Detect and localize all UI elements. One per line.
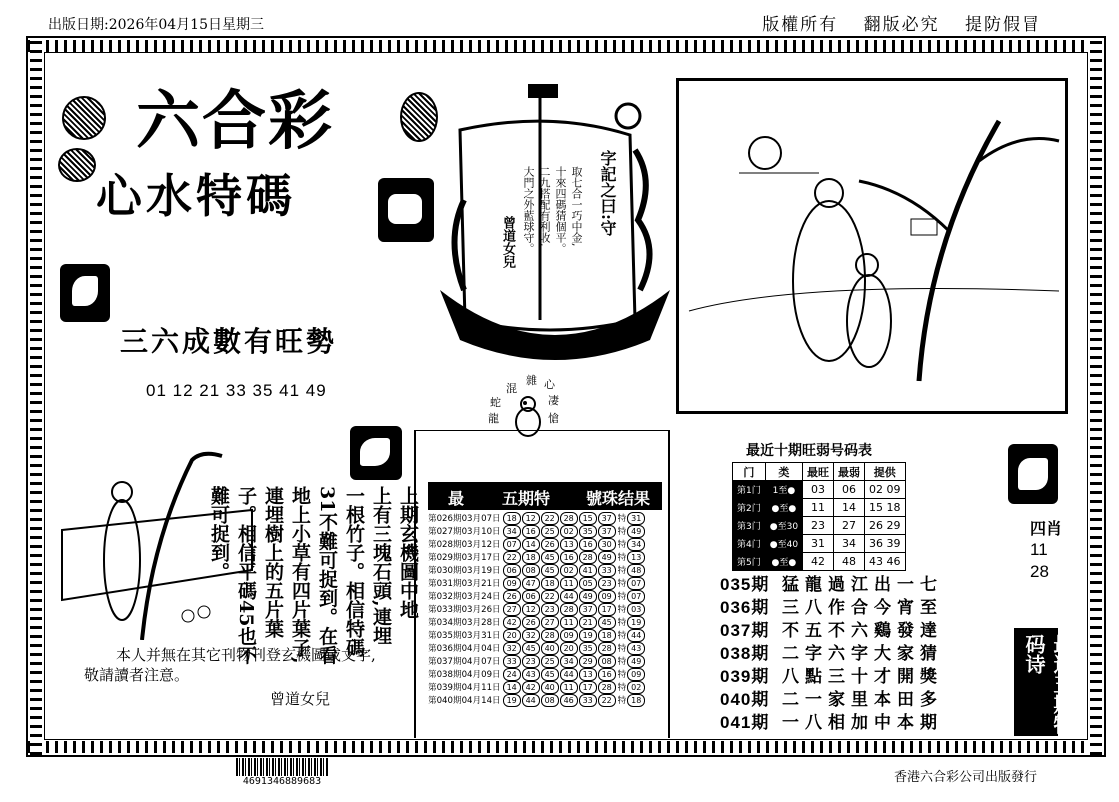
number-ball: 40	[541, 681, 559, 694]
notice-line-2: 敬請讀者注意。	[84, 666, 190, 684]
rights-item-1: 版權所有	[762, 15, 839, 35]
range-cell: ●至30	[765, 517, 802, 535]
gate-cell: 第1门	[733, 481, 766, 499]
number-ball: 22	[503, 551, 521, 564]
special-number-ball: 34	[627, 538, 645, 551]
dog-char: 雜	[526, 374, 537, 387]
number-ball: 29	[579, 655, 597, 668]
period-hint-row	[720, 639, 943, 664]
notice-line-1: 本人并無在其它刊物刊登玄機圖或文字,	[116, 646, 376, 664]
give-cell: 43 46	[865, 553, 906, 571]
number-ball: 37	[579, 603, 597, 616]
hot-cell: 42	[803, 553, 834, 571]
number-ball: 23	[522, 655, 540, 668]
hot-cold-row	[733, 481, 906, 499]
border-ornament-top	[28, 40, 1104, 52]
special-number-ball: 07	[627, 590, 645, 603]
period-hint-row	[720, 662, 943, 687]
side-vertical-text: 最近五期特码诗	[1022, 634, 1074, 734]
special-number-ball: 18	[627, 694, 645, 707]
history-numbers	[503, 642, 647, 655]
history-period-label: 第035期03月31日	[428, 630, 501, 641]
masthead-title: 六合彩	[136, 84, 334, 159]
hot-cell: 31	[803, 535, 834, 553]
history-row	[428, 512, 646, 525]
notice-signature: 曾道女兒	[270, 690, 331, 708]
dog-illustration	[508, 392, 548, 442]
number-ball: 33	[598, 564, 616, 577]
dog-char: 心	[544, 378, 555, 391]
special-label: 特	[617, 631, 627, 641]
number-ball: 26	[522, 616, 540, 629]
special-number-ball: 07	[627, 577, 645, 590]
decorative-circle	[62, 96, 106, 140]
dog-char: 龍	[488, 412, 499, 425]
history-row	[428, 668, 646, 681]
special-number-ball: 48	[627, 564, 645, 577]
number-ball: 18	[598, 629, 616, 642]
history-period-label: 第034期03月28日	[428, 617, 501, 628]
gate-cell: 第5门	[733, 553, 766, 571]
history-title-part: 最	[448, 489, 465, 508]
weak-cell: 06	[834, 481, 865, 499]
side-label: 四肖	[1030, 519, 1063, 538]
history-title-part: 五期特	[502, 489, 551, 508]
history-period-label: 第039期04月11日	[428, 682, 501, 693]
riddle-line-6: 連埋樹上的五片葉	[262, 486, 284, 638]
number-ball: 45	[541, 551, 559, 564]
history-numbers	[503, 655, 647, 668]
number-ball: 22	[598, 694, 616, 707]
history-row	[428, 616, 646, 629]
number-ball: 40	[541, 642, 559, 655]
special-number-ball: 03	[627, 603, 645, 616]
number-ball: 14	[503, 681, 521, 694]
history-row	[428, 603, 646, 616]
number-ball: 14	[522, 538, 540, 551]
special-label: 特	[617, 579, 627, 589]
history-period-label: 第037期04月07日	[428, 656, 501, 667]
period-hint-row	[720, 570, 943, 595]
number-ball: 28	[560, 512, 578, 525]
history-row	[428, 551, 646, 564]
history-numbers	[503, 538, 647, 551]
number-ball: 11	[560, 681, 578, 694]
number-ball: 28	[579, 551, 597, 564]
hot-cold-row	[733, 553, 906, 571]
history-period-label: 第029期03月17日	[428, 552, 501, 563]
number-ball: 08	[522, 564, 540, 577]
riddle-line-2: 上有三塊石頭,連埋	[370, 486, 392, 645]
period-hint-text: 二一家里本田多	[782, 690, 943, 710]
special-number-ball: 31	[627, 512, 645, 525]
number-ball: 49	[579, 590, 597, 603]
decorative-circle	[58, 148, 96, 182]
weak-cell: 34	[834, 535, 865, 553]
number-ball: 44	[560, 668, 578, 681]
special-label: 特	[617, 540, 627, 550]
number-ball: 20	[503, 629, 521, 642]
history-row	[428, 642, 646, 655]
hot-cold-row	[733, 517, 906, 535]
number-ball: 12	[522, 512, 540, 525]
dog-char: 凄	[548, 394, 559, 407]
side-vertical-title	[1014, 628, 1074, 736]
border-ornament-bottom	[28, 741, 1104, 753]
hand-icon	[350, 426, 402, 480]
number-ball: 44	[560, 590, 578, 603]
gate-cell: 第3门	[733, 517, 766, 535]
history-numbers	[503, 590, 647, 603]
number-ball: 34	[560, 655, 578, 668]
period-number: 040期	[720, 690, 770, 709]
period-number: 039期	[720, 667, 770, 686]
number-ball: 25	[541, 655, 559, 668]
number-ball: 43	[522, 668, 540, 681]
history-row	[428, 538, 646, 551]
number-ball: 28	[541, 629, 559, 642]
dog-char: 混	[506, 382, 517, 395]
history-period-label: 第030期03月19日	[428, 565, 501, 576]
riddle-line-1: 上期玄機圖中地	[397, 486, 419, 619]
hot-cold-row	[733, 499, 906, 517]
hot-cell: 23	[803, 517, 834, 535]
hand-icon	[378, 178, 434, 242]
number-ball: 17	[598, 603, 616, 616]
weak-cell: 14	[834, 499, 865, 517]
number-ball: 45	[541, 564, 559, 577]
range-cell: 1至●	[765, 481, 802, 499]
weak-cell: 48	[834, 553, 865, 571]
number-ball: 19	[579, 629, 597, 642]
sail-verse-2: 十來四碼猜個平。	[554, 166, 567, 254]
number-ball: 07	[503, 538, 521, 551]
number-ball: 06	[522, 590, 540, 603]
number-ball: 22	[541, 590, 559, 603]
history-numbers	[503, 551, 647, 564]
number-ball: 16	[579, 538, 597, 551]
history-row	[428, 590, 646, 603]
number-ball: 18	[522, 551, 540, 564]
publish-date: 出版日期:2026年04月15日星期三	[48, 17, 264, 33]
number-ball: 34	[503, 525, 521, 538]
number-ball: 33	[579, 694, 597, 707]
special-label: 特	[617, 670, 627, 680]
number-ball: 22	[541, 512, 559, 525]
period-hint-text: 二字六字大家猜	[782, 644, 943, 664]
history-numbers	[503, 577, 647, 590]
history-title	[428, 482, 662, 510]
number-ball: 45	[522, 642, 540, 655]
number-ball: 26	[541, 538, 559, 551]
pointing-hand-icon	[60, 264, 110, 322]
history-row	[428, 681, 646, 694]
masthead-subtitle: 心水特碼	[96, 169, 296, 223]
number-ball: 30	[598, 538, 616, 551]
special-number-ball: 13	[627, 551, 645, 564]
number-ball: 27	[541, 616, 559, 629]
number-ball: 05	[579, 577, 597, 590]
number-ball: 18	[541, 577, 559, 590]
history-period-label: 第031期03月21日	[428, 578, 501, 589]
number-ball: 15	[579, 512, 597, 525]
riddle-line-7: 子。相信平碼45也不	[235, 486, 257, 665]
range-cell: ●至40	[765, 535, 802, 553]
history-row	[428, 525, 646, 538]
period-number: 041期	[720, 713, 770, 732]
number-ball: 28	[560, 603, 578, 616]
hot-cell: 11	[803, 499, 834, 517]
period-hint-text: 一八相加中本期	[782, 713, 943, 733]
number-ball: 37	[598, 525, 616, 538]
number-ball: 35	[579, 525, 597, 538]
period-number: 035期	[720, 575, 770, 594]
special-label: 特	[617, 553, 627, 563]
history-period-label: 第026期03月07日	[428, 513, 501, 524]
hand-icon	[1008, 444, 1058, 504]
number-ball: 19	[503, 694, 521, 707]
history-period-label: 第038期04月09日	[428, 669, 501, 680]
publisher-footer: 香港六合彩公司出版發行	[893, 770, 1037, 785]
history-table	[428, 512, 646, 707]
number-ball: 08	[541, 694, 559, 707]
special-number-ball: 49	[627, 525, 645, 538]
number-ball: 32	[522, 629, 540, 642]
rights-notice	[744, 10, 1041, 35]
border-ornament-left	[30, 38, 42, 755]
history-period-label: 第040期04月14日	[428, 695, 501, 706]
give-cell: 02 09	[865, 481, 906, 499]
number-ball: 35	[579, 642, 597, 655]
history-numbers	[503, 668, 647, 681]
border-ornament-right	[1090, 38, 1102, 755]
period-hint-text: 三八作合今宵至	[782, 598, 943, 618]
side-number-2: 28	[1030, 562, 1049, 581]
special-number-ball: 02	[627, 681, 645, 694]
number-ball: 11	[560, 616, 578, 629]
riddle-line-5: 地上小草有四片葉子,	[289, 486, 311, 664]
number-ball: 45	[541, 668, 559, 681]
period-hint-text: 猛龍過江出一七	[782, 575, 943, 595]
number-ball: 16	[598, 668, 616, 681]
illustration-master-and-child	[676, 78, 1068, 414]
special-label: 特	[617, 696, 627, 706]
barcode	[236, 758, 328, 788]
header-type: 类	[765, 463, 802, 481]
special-label: 特	[617, 618, 627, 628]
header-give: 提供	[865, 463, 906, 481]
give-cell: 15 18	[865, 499, 906, 517]
slogan: 三六成數有旺勢	[120, 325, 338, 358]
history-row	[428, 577, 646, 590]
side-number-1: 11	[1030, 540, 1048, 559]
special-label: 特	[617, 605, 627, 615]
period-hint-text: 不五不六鷄發達	[782, 621, 943, 641]
number-ball: 20	[560, 642, 578, 655]
history-row	[428, 655, 646, 668]
history-numbers	[503, 681, 647, 694]
history-period-label: 第028期03月12日	[428, 539, 501, 550]
history-title-part: 號珠结果	[586, 489, 651, 508]
number-ball: 21	[579, 616, 597, 629]
number-ball: 42	[522, 681, 540, 694]
rights-item-3: 提防假冒	[965, 15, 1041, 35]
special-label: 特	[617, 592, 627, 602]
sail-verse-1: 取七合一巧中金,	[570, 166, 583, 247]
number-ball: 16	[522, 525, 540, 538]
sail-heading: 字記之曰:守	[598, 150, 617, 236]
number-ball: 45	[598, 616, 616, 629]
history-row	[428, 564, 646, 577]
range-cell: ●至●	[765, 499, 802, 517]
decorative-circle	[400, 92, 438, 142]
barcode-bars	[236, 758, 328, 776]
number-ball: 13	[579, 668, 597, 681]
header-hot: 最旺	[803, 463, 834, 481]
number-ball: 28	[598, 681, 616, 694]
riddle-line-4: 31不難可捉到。在看	[316, 486, 338, 665]
notice	[84, 645, 376, 685]
sail-verse-4: 大門之外藍球守。	[522, 166, 535, 254]
number-ball: 47	[522, 577, 540, 590]
number-ball: 28	[598, 642, 616, 655]
special-number-ball: 44	[627, 629, 645, 642]
riddle-line-8: 難可捉到。	[208, 486, 230, 581]
gate-cell: 第4门	[733, 535, 766, 553]
hot-cold-table	[732, 462, 906, 571]
barcode-number: 4691346889683	[242, 776, 322, 787]
sail-verse-3: 二九搭配有利收,	[538, 166, 551, 247]
special-label: 特	[617, 527, 627, 537]
weak-cell: 27	[834, 517, 865, 535]
number-ball: 17	[579, 681, 597, 694]
sail-signature: 曾道女兒	[500, 216, 515, 268]
number-ball: 02	[560, 564, 578, 577]
special-number-ball: 43	[627, 642, 645, 655]
number-ball: 06	[503, 564, 521, 577]
history-numbers	[503, 629, 647, 642]
hot-cold-row	[733, 535, 906, 553]
special-label: 特	[617, 657, 627, 667]
history-numbers	[503, 525, 647, 538]
number-ball: 13	[560, 538, 578, 551]
history-numbers	[503, 616, 647, 629]
number-ball: 26	[503, 590, 521, 603]
number-ball: 23	[541, 603, 559, 616]
riddle-line-3: 一根竹子。相信特碼	[343, 486, 365, 657]
period-number: 038期	[720, 644, 770, 663]
special-number-ball: 09	[627, 668, 645, 681]
number-ball: 12	[522, 603, 540, 616]
dog-char: 愴	[548, 412, 559, 425]
history-numbers	[503, 512, 647, 525]
history-numbers	[503, 564, 647, 577]
history-period-label: 第036期04月04日	[428, 643, 501, 654]
number-ball: 41	[579, 564, 597, 577]
history-period-label: 第033期03月26日	[428, 604, 501, 615]
period-number: 037期	[720, 621, 770, 640]
number-ball: 42	[503, 616, 521, 629]
special-label: 特	[617, 514, 627, 524]
number-ball: 09	[503, 577, 521, 590]
period-hint-text: 八點三十才開獎	[782, 667, 943, 687]
lucky-numbers: 01 12 21 33 35 41 49	[146, 381, 327, 400]
special-label: 特	[617, 683, 627, 693]
period-number: 036期	[720, 598, 770, 617]
history-period-label: 第027期03月10日	[428, 526, 501, 537]
range-cell: ●至●	[765, 553, 802, 571]
header-weak: 最弱	[834, 463, 865, 481]
special-label: 特	[617, 644, 627, 654]
history-row	[428, 694, 646, 707]
header-gate: 门	[733, 463, 766, 481]
history-numbers	[503, 694, 647, 707]
number-ball: 33	[503, 655, 521, 668]
hot-cold-title: 最近十期旺弱号码表	[746, 443, 872, 459]
period-hint-row	[720, 616, 943, 641]
number-ball: 32	[503, 642, 521, 655]
number-ball: 24	[503, 668, 521, 681]
special-number-ball: 19	[627, 616, 645, 629]
period-hint-row	[720, 685, 943, 710]
rights-item-2: 翻版必究	[863, 15, 940, 35]
column-divider-right	[668, 430, 670, 738]
period-hint-row	[720, 708, 943, 733]
number-ball: 44	[522, 694, 540, 707]
number-ball: 25	[541, 525, 559, 538]
number-ball: 02	[560, 525, 578, 538]
period-hint-row	[720, 593, 943, 618]
number-ball: 46	[560, 694, 578, 707]
number-ball: 23	[598, 577, 616, 590]
number-ball: 37	[598, 512, 616, 525]
history-row	[428, 629, 646, 642]
dog-char: 蛇	[490, 396, 501, 409]
number-ball: 11	[560, 577, 578, 590]
number-ball: 08	[598, 655, 616, 668]
history-period-label: 第032期03月24日	[428, 591, 501, 602]
hot-cell: 03	[803, 481, 834, 499]
number-ball: 27	[503, 603, 521, 616]
number-ball: 49	[598, 551, 616, 564]
history-numbers	[503, 603, 647, 616]
number-ball: 09	[598, 590, 616, 603]
give-cell: 36 39	[865, 535, 906, 553]
special-label: 特	[617, 566, 627, 576]
hot-cold-header-row	[733, 463, 906, 481]
special-number-ball: 49	[627, 655, 645, 668]
give-cell: 26 29	[865, 517, 906, 535]
number-ball: 09	[560, 629, 578, 642]
number-ball: 18	[503, 512, 521, 525]
gate-cell: 第2门	[733, 499, 766, 517]
number-ball: 16	[560, 551, 578, 564]
